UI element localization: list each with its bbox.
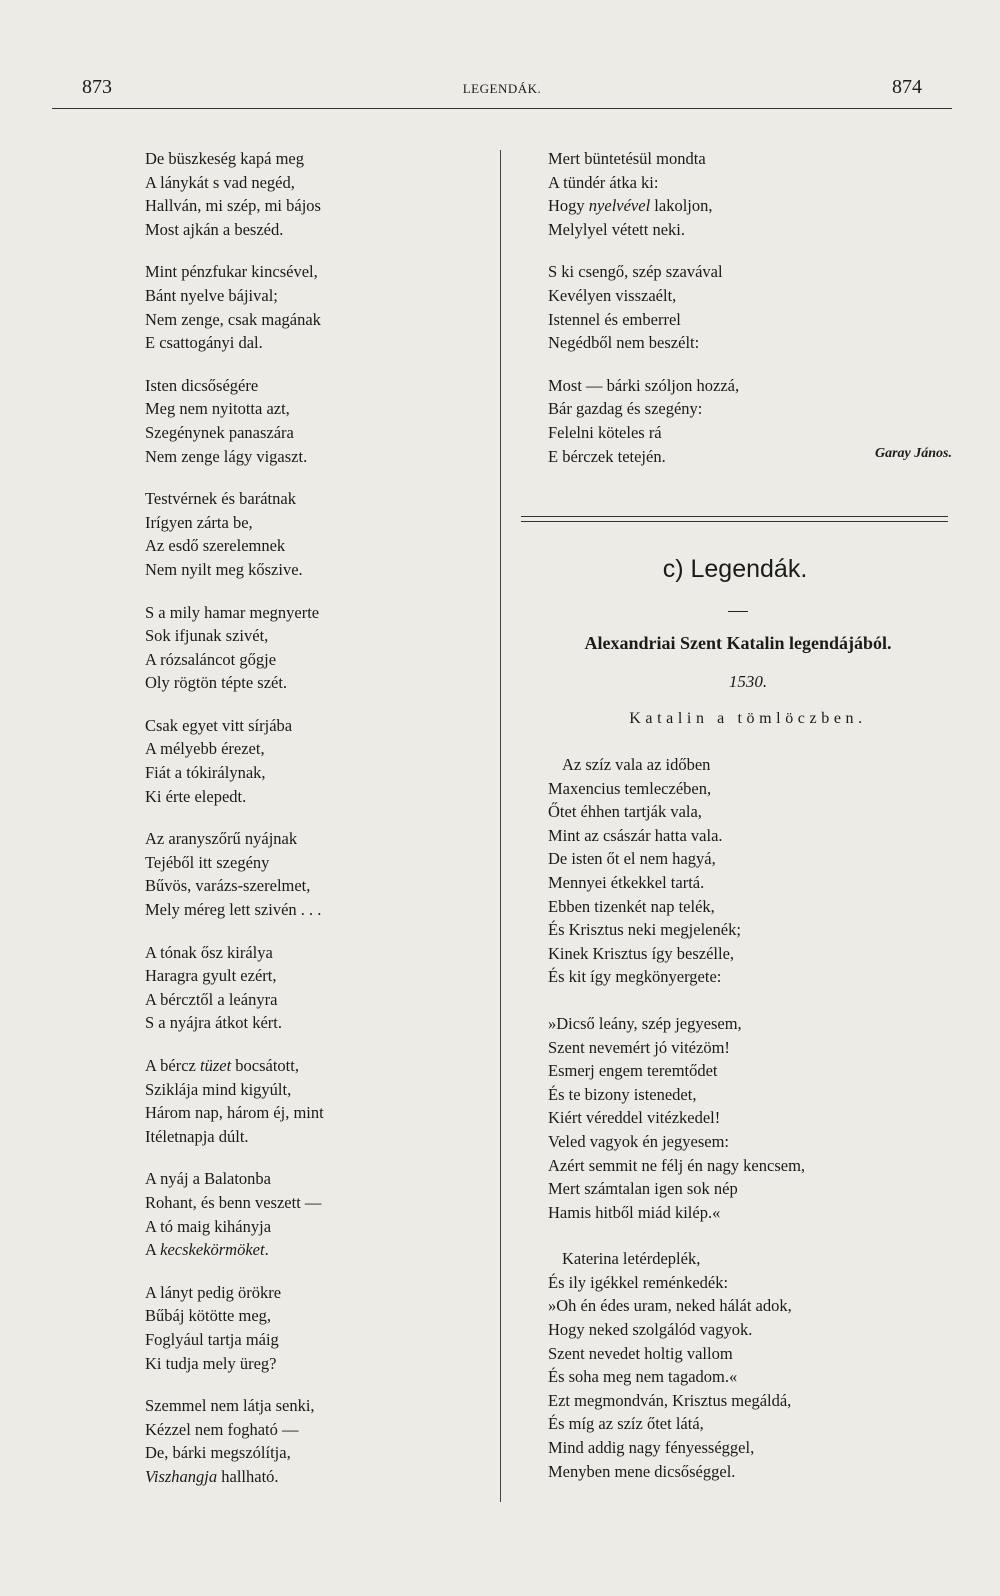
page-number-right: 874 [892, 76, 922, 98]
verse-line: Mert számtalan igen sok nép [548, 1179, 738, 1199]
page-header [82, 76, 922, 102]
verse-line: És soha meg nem tagadom.« [548, 1367, 738, 1387]
page-number-left: 873 [82, 76, 112, 98]
verse-line: Oly rögtön tépte szét. [145, 673, 288, 693]
verse-line: Isten dicsőségére [145, 375, 259, 395]
verse-line: Veled vagyok én jegyesem: [548, 1131, 729, 1151]
verse-line: Most ajkán a beszéd. [145, 219, 284, 239]
verse-line: Őtet éhhen tartják vala, [548, 802, 702, 822]
verse-line: Mind addig nagy fényességgel, [548, 1438, 755, 1458]
column-divider [500, 150, 501, 1502]
verse-line: E csattogányi dal. [145, 333, 263, 353]
verse-line: Bűbáj kötötte meg, [145, 1306, 272, 1326]
verse-line: Ki tudja mely üreg? [145, 1353, 277, 1373]
stanza [145, 1394, 490, 1488]
verse-line: Mely méreg lett szivén . . . [145, 900, 322, 920]
stanza [548, 1247, 948, 1483]
verse-line: Sziklája mind kigyúlt, [145, 1079, 292, 1099]
verse-line: Foglyául tartja máig [145, 1329, 279, 1349]
stanza [145, 1054, 490, 1148]
stanza [548, 1012, 948, 1224]
verse-line: Az szíz vala az időben [562, 755, 711, 774]
verse-line: Esmerj engem teremtődet [548, 1061, 718, 1081]
verse-line: És te bizony istenedet, [548, 1084, 697, 1104]
stanza [145, 714, 490, 808]
right-column-poem-end [548, 147, 948, 487]
verse-line: Mert büntetésül mondta [548, 149, 706, 168]
verse-line: Kevélyen visszaélt, [548, 285, 677, 305]
stanza [145, 1167, 490, 1261]
verse-line: Haragra gyult ezért, [145, 966, 277, 986]
italic-word: kecskekörmöket [160, 1240, 265, 1260]
stanza [145, 601, 490, 695]
verse-line: Az esdő szerelemnek [145, 536, 286, 556]
verse-line: Szent nevedet holtig vallom [548, 1343, 733, 1363]
legend-subtitle: Katalin a tömlöczben. [629, 710, 867, 727]
verse-line: Rohant, és benn veszett — [145, 1192, 322, 1212]
header-rule [52, 108, 952, 109]
verse-line: A rózsaláncot gőgje [145, 649, 277, 669]
verse-line: Itéletnapja dúlt. [145, 1126, 249, 1146]
legend-title: Alexandriai Szent Katalin legendájából. [584, 633, 892, 653]
verse-line: Hogy neked szolgálód vagyok. [548, 1320, 753, 1340]
verse-line: És Krisztus neki megjelenék; [548, 920, 741, 940]
verse-line: Nem zenge lágy vigaszt. [145, 446, 308, 466]
verse-line: Nem zenge, csak magának [145, 309, 321, 329]
italic-word: tüzet [199, 1056, 232, 1075]
left-column-poem [145, 147, 490, 1508]
verse-line: Csak egyet vitt sírjába [145, 715, 293, 735]
verse-line: Hamis hitből miád kilép.« [548, 1202, 721, 1222]
verse-line: Szent nevemért jó vitézöm! [548, 1037, 730, 1057]
verse-line: Kézzel nem fogható — [145, 1419, 299, 1439]
stanza [145, 941, 490, 1035]
verse-line: Az aranyszőrű nyájnak [145, 829, 298, 849]
verse-line: És kit így megkönyergete: [548, 967, 722, 987]
verse-line: Bűvös, varázs-szerelmet, [145, 876, 311, 896]
verse-line: Felelni köteles rá [548, 422, 662, 442]
verse-line: A bércztől a leányra [145, 989, 278, 1009]
verse-line: A tónak ősz királya [145, 942, 273, 962]
verse-line: Fiát a tókirálynak, [145, 763, 266, 783]
verse-line: És míg az szíz őtet látá, [548, 1414, 704, 1434]
verse-line: A tündér átka ki: [548, 172, 659, 192]
verse-line: Most — bárki szóljon hozzá, [548, 375, 740, 395]
verse-line: És ily igékkel reménkedék: [548, 1272, 729, 1292]
verse-line: Három nap, három éj, mint [145, 1103, 324, 1123]
stanza [145, 1281, 490, 1375]
verse-line: Nem nyilt meg kőszive. [145, 559, 303, 579]
verse-line: S a mily hamar megnyerte [145, 602, 320, 622]
verse-line: Viszhangja hallható. [145, 1466, 279, 1486]
verse-line: De büszkeség kapá meg [145, 149, 304, 168]
verse-line: A mélyebb érezet, [145, 739, 265, 759]
verse-line: Kiért véreddel vitézkedel! [548, 1108, 721, 1128]
verse-line: Ki érte elepedt. [145, 786, 247, 806]
verse-line: Bár gazdag és szegény: [548, 399, 703, 419]
verse-line: Maxencius temleczében, [548, 778, 712, 798]
verse-line: Mennyei étkekkel tartá. [548, 872, 705, 892]
verse-line: Mint az császár hatta vala. [548, 825, 723, 845]
author-signature: Garay János. [874, 446, 952, 461]
verse-line: S a nyájra átkot kért. [145, 1013, 282, 1033]
verse-line: Menyben mene dicsőséggel. [548, 1461, 736, 1481]
verse-line: Hogy nyelvével lakoljon, [548, 196, 713, 216]
italic-word: nyelvével [588, 196, 651, 216]
verse-line: A bércz tüzet bocsátott, [145, 1056, 299, 1075]
verse-line: Kinek Krisztus így beszélle, [548, 943, 735, 963]
stanza [548, 147, 948, 241]
verse-line: Ebben tizenkét nap telék, [548, 896, 715, 916]
verse-line: Katerina letérdeplék, [562, 1249, 701, 1269]
verse-line: Irígyen zárta be, [145, 512, 253, 532]
legend-year: 1530. [728, 672, 768, 691]
verse-line: Bánt nyelve bájival; [145, 285, 278, 305]
stanza [548, 753, 948, 989]
verse-line: »Dicső leány, szép jegyesem, [548, 1013, 742, 1033]
verse-line: Hallván, mi szép, mi bájos [145, 196, 321, 216]
verse-line: »Oh én édes uram, neked hálát adok, [548, 1296, 792, 1316]
italic-word: Viszhangja [145, 1466, 218, 1486]
verse-line: Azért semmit ne félj én nagy kencsem, [548, 1155, 806, 1175]
verse-line: A nyáj a Balatonba [145, 1169, 272, 1189]
section-separator [521, 516, 948, 522]
verse-line: De, bárki megszólítja, [145, 1443, 291, 1463]
title-dash [728, 611, 748, 612]
verse-line: A kecskekörmöket. [145, 1240, 269, 1260]
verse-line: A lánykát s vad negéd, [145, 172, 295, 192]
legend-verse [548, 753, 948, 1506]
stanza [145, 147, 490, 241]
verse-line: De isten őt el nem hagyá, [548, 849, 716, 869]
stanza [145, 374, 490, 468]
verse-line: Szemmel nem látja senki, [145, 1396, 315, 1416]
verse-line: Ezt megmondván, Krisztus megáldá, [548, 1390, 792, 1410]
verse-line: Meg nem nyitotta azt, [145, 399, 290, 419]
verse-line: Mint pénzfukar kincsével, [145, 262, 318, 282]
verse-line: A tó maig kihányja [145, 1216, 272, 1236]
section-title: c) Legendák. [662, 555, 808, 583]
verse-line: Sok ifjunak szivét, [145, 626, 269, 646]
verse-line: E bérczek tetején. [548, 446, 666, 466]
stanza [145, 260, 490, 354]
verse-line: Tejéből itt szegény [145, 852, 270, 872]
verse-line: Szegénynek panaszára [145, 422, 294, 442]
stanza [145, 487, 490, 581]
verse-line: A lányt pedig örökre [145, 1282, 282, 1302]
verse-line: Testvérnek és barátnak [145, 489, 296, 509]
running-title: LEGENDÁK. [462, 81, 542, 96]
stanza [548, 260, 948, 354]
verse-line: Melylyel vétett neki. [548, 219, 686, 239]
verse-line: Istennel és emberrel [548, 309, 681, 329]
verse-line: S ki csengő, szép szavával [548, 262, 723, 282]
verse-line: Negédből nem beszélt: [548, 333, 700, 353]
stanza [145, 827, 490, 921]
